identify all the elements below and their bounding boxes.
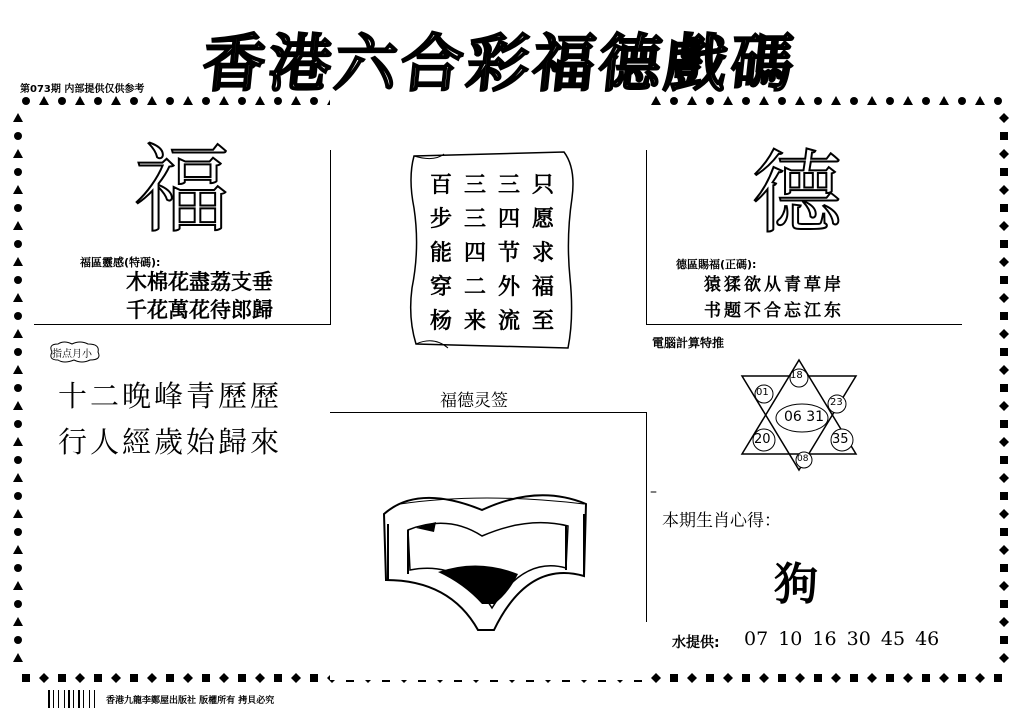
- border-ornament: [39, 96, 49, 105]
- barcode: [48, 690, 100, 708]
- border-ornament: [999, 365, 1009, 375]
- border-ornament: [999, 617, 1009, 627]
- border-ornament: [958, 97, 966, 105]
- divider-right: [646, 324, 962, 325]
- border-ornament: [1000, 492, 1008, 500]
- border-ornament: [58, 674, 66, 682]
- border-ornament: [14, 420, 22, 428]
- heart-enclosure-illustration: [378, 484, 592, 634]
- border-ornament: [1000, 600, 1008, 608]
- barcode-bar: [89, 690, 90, 708]
- border-ornament: [22, 97, 30, 105]
- barcode-bar: [64, 690, 65, 708]
- border-ornament: [958, 674, 966, 682]
- de-area-label: 德區賜福(正碼):: [676, 258, 757, 271]
- border-ornament: [994, 674, 1002, 682]
- border-ornament: [94, 674, 102, 682]
- border-ornament: [999, 401, 1009, 411]
- border-ornament: [886, 97, 894, 105]
- scroll-caption: 福德灵签: [440, 391, 508, 411]
- border-ornament: [13, 437, 23, 446]
- border-ornament: [58, 97, 66, 105]
- hint-badge: [46, 340, 104, 364]
- border-ornament: [994, 97, 1002, 105]
- border-ornament: [867, 96, 877, 105]
- border-ornament: [999, 581, 1009, 591]
- border-ornament: [14, 384, 22, 392]
- border-ornament: [999, 545, 1009, 555]
- star-number-top: 18: [790, 370, 803, 381]
- fu-verse-line-1: 木棉花盡荔支垂: [126, 270, 273, 294]
- border-ornament: [14, 564, 22, 572]
- border-ornament: [274, 674, 282, 682]
- border-ornament: [39, 673, 49, 683]
- border-ornament: [202, 674, 210, 682]
- star-number-bottom: 08: [797, 454, 809, 464]
- border-ornament: [939, 673, 949, 683]
- barcode-bar: [73, 690, 74, 708]
- border-ornament: [670, 674, 678, 682]
- star-number-lower-right: 35: [832, 432, 849, 447]
- border-ornament: [75, 673, 85, 683]
- border-ornament: [850, 674, 858, 682]
- border-ornament: [310, 674, 318, 682]
- divider-left-vertical: [330, 150, 331, 325]
- border-ornament: [999, 473, 1009, 483]
- de-character: 德: [752, 141, 842, 246]
- border-ornament: [999, 653, 1009, 663]
- border-ornament: [795, 673, 805, 683]
- border-ornament: [13, 653, 23, 662]
- border-ornament: [130, 674, 138, 682]
- border-ornament: [14, 636, 22, 644]
- border-ornament: [1000, 132, 1008, 140]
- border-ornament: [1000, 168, 1008, 176]
- barcode-bar: [83, 690, 84, 708]
- fu-area-label: 福區靈感(特碼):: [80, 256, 161, 269]
- border-ornament: [14, 168, 22, 176]
- border-ornament: [999, 185, 1009, 195]
- barcode-bar: [48, 690, 50, 708]
- fu-character: 福: [134, 134, 230, 246]
- border-ornament: [13, 617, 23, 626]
- border-ornament: [14, 276, 22, 284]
- barcode-bar: [58, 690, 59, 708]
- border-ornament: [13, 329, 23, 338]
- border-ornament: [13, 293, 23, 302]
- footer-copyright: 香港九龍李鄭屋出版社 版權所有 拷貝必究: [106, 696, 275, 706]
- star-number-center: 06 31: [784, 409, 825, 425]
- border-ornament: [1000, 456, 1008, 464]
- border-ornament: [742, 674, 750, 682]
- border-ornament: [999, 113, 1009, 123]
- border-ornament: [1000, 348, 1008, 356]
- border-ornament: [219, 673, 229, 683]
- border-ornament: [999, 293, 1009, 303]
- fu-verse-line-2: 千花萬花待郎歸: [126, 298, 273, 322]
- scroll-column-2: 三四节外流: [497, 172, 520, 334]
- border-ornament: [903, 96, 913, 105]
- border-ornament: [723, 673, 733, 683]
- star-number-lower-left: 20: [754, 432, 771, 447]
- border-ornament: [13, 257, 23, 266]
- border-ornament: [14, 132, 22, 140]
- border-ornament: [147, 673, 157, 683]
- provided-numbers: 07 10 16 30 45 46: [744, 628, 940, 650]
- issue-note: 第073期 内部提供仅供参考: [20, 84, 145, 95]
- border-ornament: [999, 221, 1009, 231]
- border-ornament: [975, 673, 985, 683]
- border-ornament: [166, 674, 174, 682]
- barcode-bar: [78, 690, 80, 708]
- border-ornament: [778, 674, 786, 682]
- border-ornament: [1000, 276, 1008, 284]
- barcode-bar: [94, 690, 95, 708]
- border-ornament: [14, 456, 22, 464]
- border-ornament: [1000, 204, 1008, 212]
- scroll-column-4: 百步能穿杨: [429, 172, 452, 334]
- scroll-column-1: 只愿求福至: [531, 172, 554, 334]
- border-ornament: [75, 96, 85, 105]
- border-ornament: [13, 509, 23, 518]
- divider-left: [34, 324, 330, 325]
- border-ornament: [14, 204, 22, 212]
- star-number-upper-right: 23: [830, 397, 843, 408]
- border-ornament: [999, 437, 1009, 447]
- border-ornament: [13, 185, 23, 194]
- poem-line-2: 行人經歲始歸來: [58, 425, 283, 459]
- border-ornament: [14, 348, 22, 356]
- border-ornament: [1000, 636, 1008, 644]
- border-ornament: [814, 674, 822, 682]
- border-ornament: [687, 673, 697, 683]
- border-ornament: [13, 221, 23, 230]
- hint-badge-text: 指点月小: [52, 349, 92, 360]
- page-title: 香港六合彩福德戲碼: [199, 27, 801, 100]
- border-ornament: [1000, 420, 1008, 428]
- border-ornament: [13, 545, 23, 554]
- border-ornament: [831, 673, 841, 683]
- border-ornament: [94, 97, 102, 105]
- border-ornament: [13, 401, 23, 410]
- border-ornament: [975, 96, 985, 105]
- border-ornament: [14, 240, 22, 248]
- border-ornament: [22, 674, 30, 682]
- border-ornament: [13, 473, 23, 482]
- zodiac-label: 本期生肖心得：: [662, 511, 781, 531]
- border-ornament: [13, 113, 23, 122]
- border-ornament: [651, 673, 661, 683]
- border-ornament: [759, 673, 769, 683]
- border-ornament: [903, 673, 913, 683]
- border-ornament: [13, 149, 23, 158]
- border-ornament: [867, 673, 877, 683]
- border-ornament: [13, 365, 23, 374]
- border-ornament: [999, 509, 1009, 519]
- dash-mark: –: [650, 484, 657, 500]
- de-verse-line-1: 猿猱欲从青草岸: [704, 275, 844, 295]
- border-ornament: [14, 312, 22, 320]
- border-ornament: [922, 97, 930, 105]
- computer-pick-label: 電腦計算特推: [652, 336, 725, 350]
- border-ornament: [238, 674, 246, 682]
- scroll-column-3: 三三四二来: [463, 172, 486, 334]
- border-ornament: [291, 673, 301, 683]
- border-ornament: [999, 329, 1009, 339]
- provider-label: 水提供:: [672, 635, 720, 651]
- border-ornament: [1000, 312, 1008, 320]
- divider-right-vertical: [646, 150, 647, 325]
- border-ornament: [999, 257, 1009, 267]
- border-ornament: [14, 528, 22, 536]
- border-ornament: [850, 97, 858, 105]
- border-ornament: [706, 674, 714, 682]
- border-ornament: [999, 149, 1009, 159]
- barcode-bar: [68, 690, 70, 708]
- barcode-bar: [53, 690, 54, 708]
- border-ornament: [1000, 240, 1008, 248]
- de-verse-line-2: 书题不合忘江东: [704, 301, 844, 321]
- zodiac-value: 狗: [774, 559, 818, 610]
- border-ornament: [111, 96, 121, 105]
- poem-line-1: 十二晚峰青歷歷: [58, 379, 283, 413]
- divider-center: [330, 412, 646, 413]
- border-ornament: [1000, 564, 1008, 572]
- star-number-upper-left: 01: [756, 387, 769, 398]
- border-ornament: [13, 581, 23, 590]
- divider-center-right: [646, 412, 647, 622]
- border-ornament: [255, 673, 265, 683]
- border-ornament: [183, 673, 193, 683]
- border-ornament: [14, 600, 22, 608]
- border-ornament: [922, 674, 930, 682]
- border-ornament: [1000, 384, 1008, 392]
- border-ornament: [111, 673, 121, 683]
- border-ornament: [939, 96, 949, 105]
- border-ornament: [14, 492, 22, 500]
- border-ornament: [1000, 528, 1008, 536]
- border-ornament: [130, 97, 138, 105]
- border-ornament: [886, 674, 894, 682]
